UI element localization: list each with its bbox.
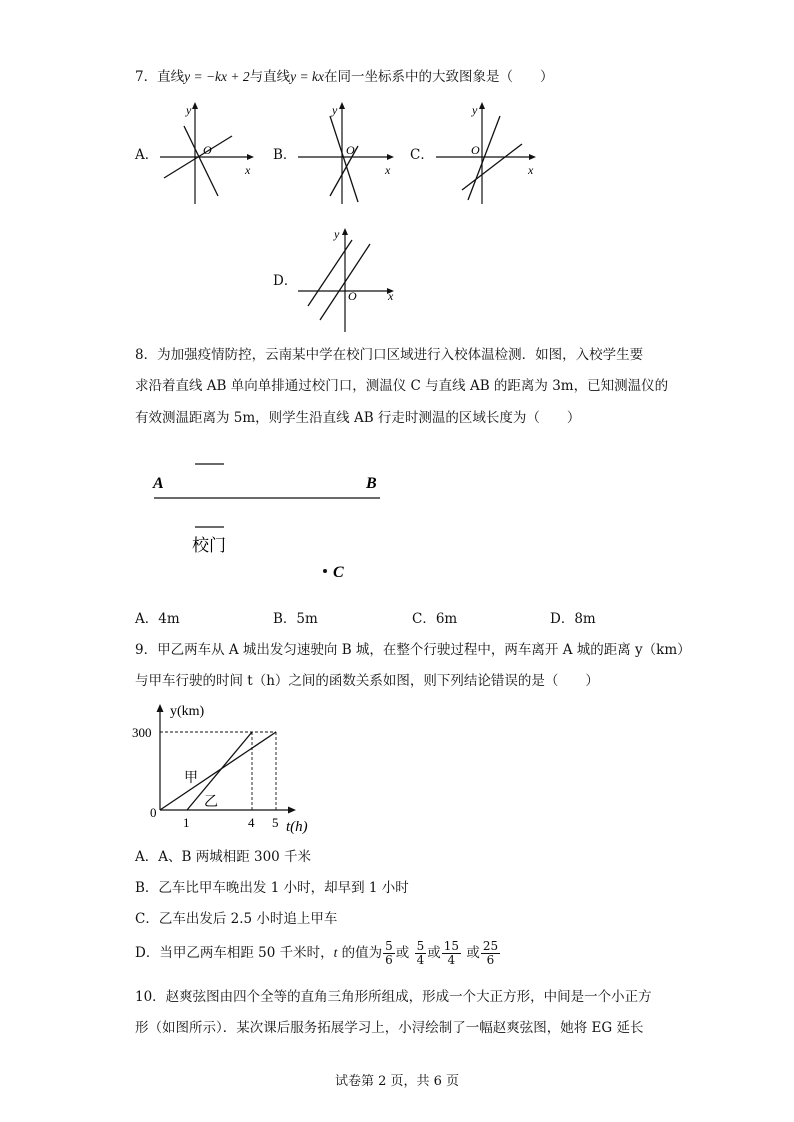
origin-label: O bbox=[203, 143, 212, 157]
variable-t: t bbox=[333, 945, 338, 960]
option-text: 4m bbox=[158, 611, 180, 627]
x-tick-5: 5 bbox=[272, 815, 279, 830]
q8-stem-line-1: 8．为加强疫情防控，云南某中学在校门口区域进行入校体温检测．如图，入校学生要 bbox=[135, 347, 644, 363]
origin-label: O bbox=[346, 143, 355, 157]
q7-option-a-letter[interactable]: A． bbox=[135, 147, 159, 163]
option-letter: D． bbox=[135, 945, 160, 961]
origin-label: O bbox=[348, 289, 357, 303]
option-text-pre: 当甲乙两车相距 50 千米时， bbox=[159, 945, 334, 961]
axis-y-label: y bbox=[186, 103, 192, 117]
q7-option-d-graph[interactable] bbox=[290, 222, 402, 334]
axis-x-label: x bbox=[528, 163, 534, 177]
fraction-numerator: 5 bbox=[416, 939, 425, 953]
q9-option-a[interactable] bbox=[135, 848, 311, 866]
option-text: A、B 两城相距 300 千米 bbox=[158, 849, 312, 865]
x-axis-arrow bbox=[288, 807, 296, 814]
option-text-mid: 的值为 bbox=[337, 945, 383, 961]
q7-option-c-letter[interactable]: C． bbox=[410, 147, 434, 163]
q8-stem-line-3: 有效测温距离为 5m，则学生沿直线 AB 行走时测温的区域长度为（ ） bbox=[135, 410, 581, 426]
fraction-5-6 bbox=[383, 940, 395, 967]
fraction-denominator: 4 bbox=[416, 953, 425, 967]
label-jia: 甲 bbox=[184, 770, 198, 786]
q7-option-d-letter[interactable]: D． bbox=[273, 273, 298, 289]
q8-figure bbox=[140, 452, 400, 587]
page-footer: 试卷第 2 页，共 6 页 bbox=[334, 1074, 460, 1089]
option-text: 5m bbox=[296, 611, 318, 627]
option-text: 6m bbox=[435, 611, 458, 627]
q7-equation-1: y = −kx + 2 bbox=[184, 69, 250, 84]
option-letter: A． bbox=[135, 611, 159, 627]
q7-option-c-graph[interactable] bbox=[430, 96, 542, 208]
fraction-25-6 bbox=[481, 940, 500, 967]
q7-option-a-graph[interactable] bbox=[150, 96, 260, 208]
point-c bbox=[323, 569, 327, 573]
x-tick-4: 4 bbox=[248, 815, 255, 830]
axis-y-label: y bbox=[472, 103, 478, 117]
q10-stem-line-1: 10．赵爽弦图由四个全等的直角三角形所组成，形成一个大正方形，中间是一个小正方 bbox=[135, 989, 652, 1005]
option-letter: B． bbox=[273, 611, 297, 627]
label-b: B bbox=[366, 475, 377, 492]
fraction-denominator: 4 bbox=[447, 953, 456, 967]
label-a: A bbox=[153, 475, 164, 492]
label-c: C bbox=[333, 564, 344, 581]
x-tick-1: 1 bbox=[183, 815, 190, 830]
fraction-numerator: 5 bbox=[385, 939, 393, 953]
q7-stem bbox=[135, 68, 554, 86]
gate-label: 校门 bbox=[192, 536, 226, 556]
option-text: 乙车比甲车晚出发 1 小时，却早到 1 小时 bbox=[158, 880, 409, 896]
line-jia bbox=[160, 732, 276, 810]
y-axis-label: y(km) bbox=[170, 704, 205, 719]
x-axis-label: t(h) bbox=[286, 819, 308, 835]
or-word: 或 bbox=[395, 945, 410, 961]
q8-option-d[interactable] bbox=[550, 610, 596, 628]
option-letter: B． bbox=[135, 880, 159, 896]
q9-distance-time-graph bbox=[130, 700, 320, 840]
axis-y-label: y bbox=[334, 227, 340, 241]
axis-x-label: x bbox=[245, 163, 251, 177]
or-word: 或 bbox=[466, 945, 480, 961]
q7-stem-post: 在同一坐标系中的大致图象是（ ） bbox=[324, 69, 554, 85]
q9-stem-line-1: 9．甲乙两车从 A 城出发匀速驶向 B 城，在整个行驶过程中，两车离开 A 城的距离 y（km） bbox=[135, 642, 691, 658]
fraction-numerator: 25 bbox=[482, 939, 499, 953]
fraction-denominator: 6 bbox=[385, 953, 393, 967]
axis-x-label: x bbox=[385, 163, 391, 177]
y-tick-300: 300 bbox=[132, 725, 152, 740]
origin-label: 0 bbox=[150, 805, 157, 820]
q9-option-c[interactable] bbox=[135, 910, 337, 928]
q9-option-d[interactable] bbox=[135, 938, 501, 968]
q8-option-c[interactable] bbox=[412, 610, 457, 628]
q8-option-a[interactable] bbox=[135, 610, 180, 628]
q7-option-b-graph[interactable] bbox=[290, 96, 400, 208]
or-word: 或 bbox=[427, 945, 441, 961]
option-text: 乙车出发后 2.5 小时追上甲车 bbox=[158, 911, 338, 927]
fraction-15-4 bbox=[442, 940, 461, 967]
q8-option-b[interactable] bbox=[273, 610, 318, 628]
axis-y-label: y bbox=[332, 103, 338, 117]
q8-stem-line-2: 求沿着直线 AB 单向单排通过校门口，测温仪 C 与直线 AB 的距离为 3m，已知测温仪的 bbox=[135, 378, 669, 394]
fraction-denominator: 6 bbox=[486, 953, 495, 967]
q9-stem-line-2: 与甲车行驶的时间 t（h）之间的函数关系如图，则下列结论错误的是（ ） bbox=[135, 673, 599, 689]
fraction-numerator: 15 bbox=[443, 939, 460, 953]
q7-equation-2: y = kx bbox=[290, 69, 324, 84]
q7-number: 7． bbox=[135, 69, 158, 85]
q9-option-b[interactable] bbox=[135, 879, 409, 897]
option-letter: D． bbox=[550, 611, 575, 627]
q7-stem-mid: 与直线 bbox=[249, 69, 291, 85]
option-text: 8m bbox=[574, 611, 596, 627]
y-axis-arrow bbox=[157, 704, 164, 712]
option-letter: C． bbox=[135, 911, 159, 927]
axis-x-label: x bbox=[388, 289, 394, 303]
fraction-5-4 bbox=[415, 940, 427, 967]
q7-option-b-letter[interactable]: B． bbox=[273, 147, 297, 163]
option-letter: A． bbox=[135, 849, 159, 865]
q10-stem-line-2: 形（如图所示）．某次课后服务拓展学习上，小浔绘制了一幅赵爽弦图，她将 EG 延长 bbox=[135, 1020, 644, 1036]
label-yi: 乙 bbox=[204, 794, 218, 810]
option-letter: C． bbox=[412, 611, 436, 627]
origin-label: O bbox=[471, 143, 480, 157]
q7-stem-pre: 直线 bbox=[157, 69, 185, 85]
